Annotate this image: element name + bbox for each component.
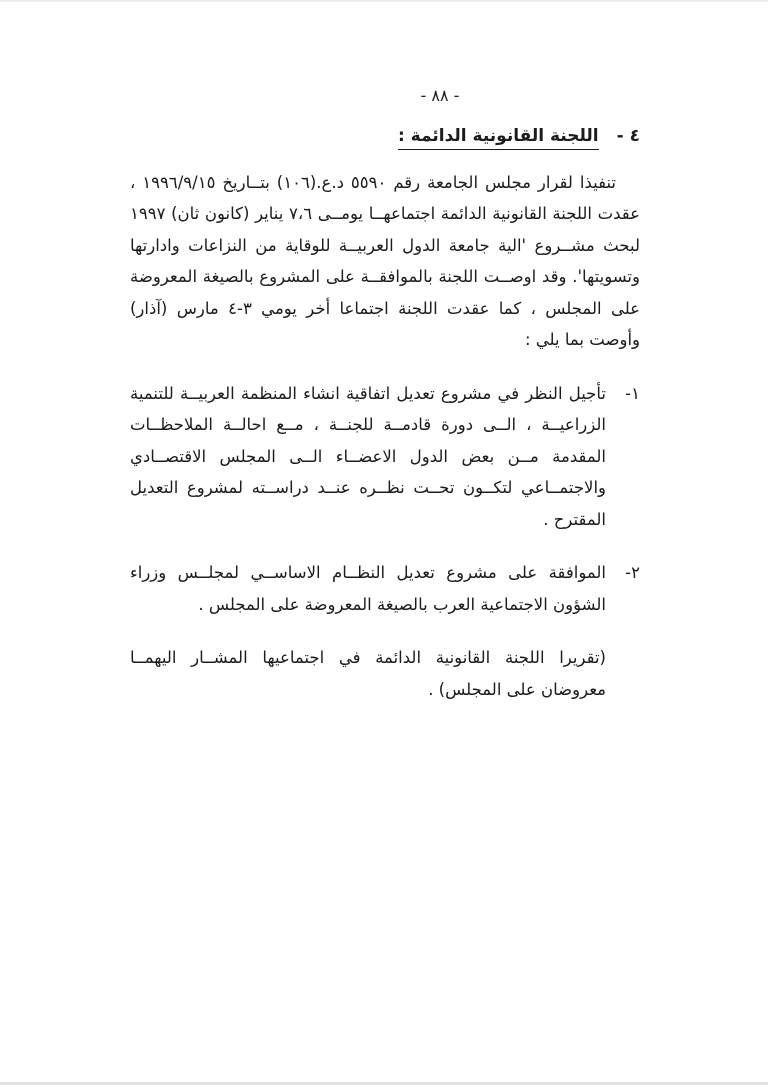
- section-heading: [130, 121, 640, 153]
- section-title: اللجنة القانونية الدائمة :: [398, 126, 599, 150]
- item-text: الموافقة على مشروع تعديل النظــام الاساســي لمجلــس وزراء الشؤون الاجتماعية العرب بالصيغة المعروضة على المجلس .: [130, 563, 606, 614]
- intro-paragraph: تنفيذا لقرار مجلس الجامعة رقم ٥٥٩٠ د.ع.(١٠٦) بتــاريخ ١٩٩٦/٩/١٥ ، عقدت اللجنة القانونية الدائمة اجتماعهــا يومــى ٧،٦ يناير (كانون ثان) ١٩٩٧ لبحث مشــروع 'الية جامعة الدول العربيــة للوقاية من النزاعات وادارتها وتسويتها'. وقد اوصــت اللجنة بالموافقــة على المشروع بالصيغة المعروضة على المجلس ، كما عقدت اللجنة اجتماعا أخر يومي ٣-٤ مارس (آذار) وأوصت بما يلي :: [130, 172, 641, 349]
- page-number: - ٨٨ -: [420, 86, 460, 105]
- closing-paragraph: (تقريرا اللجنة القانونية الدائمة في اجتماعيها المشــار اليهمــا معروضان على المجلس) .: [130, 648, 606, 699]
- list-item-2: [130, 557, 640, 620]
- item-number: ١-: [625, 383, 640, 403]
- item-number: ٢-: [625, 563, 640, 582]
- list-item-1: [130, 378, 640, 536]
- item-text: تأجيل النظر في مشروع تعديل اتفاقية انشاء المنظمة العربيــة للتنمية الزراعيــة ، الــى دورة قادمــة للجنــة ، مــع احالــة الملاحظــات المقدمة مــن بعض الدول الاعضــاء الــى المجلس الاقتصــادي والاجتمــاعي لتكــون تحــت نظــره عنــد دراســته لمشروع التعديل المقترح .: [130, 383, 606, 529]
- document-content: [130, 121, 640, 705]
- section-number: ٤ -: [616, 126, 640, 146]
